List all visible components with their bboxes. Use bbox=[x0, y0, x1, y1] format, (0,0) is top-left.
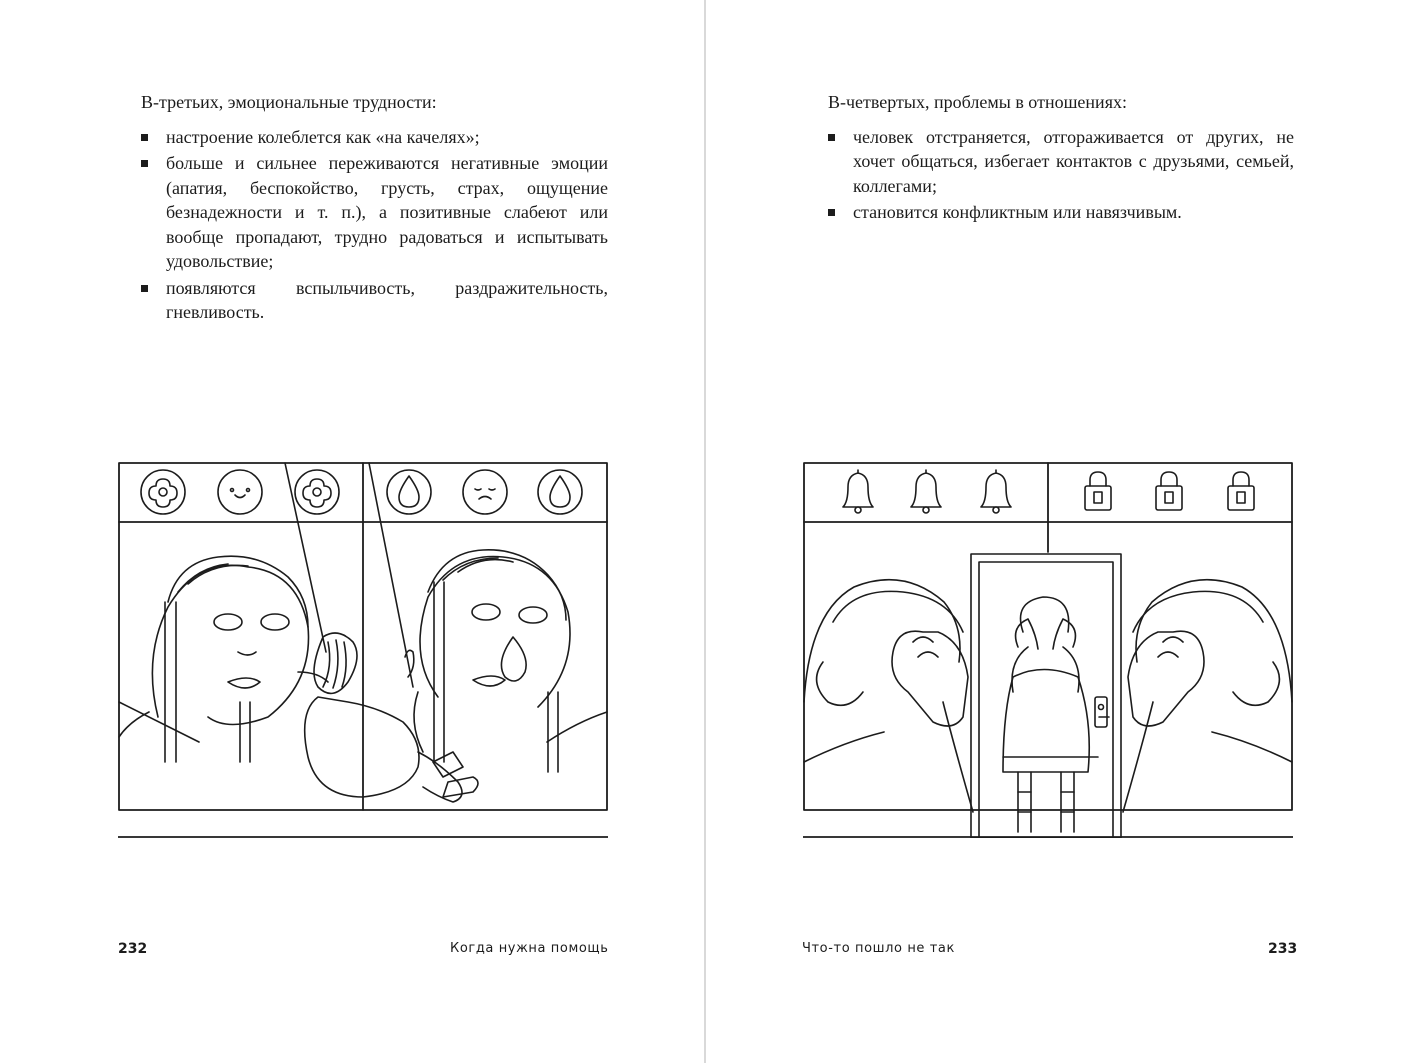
left-smiling-face bbox=[119, 556, 328, 762]
list-item bbox=[141, 125, 608, 150]
left-bullet-list bbox=[141, 125, 608, 325]
list-item-text: человек отстраняется, отгораживается от других, не хочет общаться, избегает контактов с друзьями, семьей, коллегами; bbox=[853, 126, 1294, 196]
left-running-title: Когда нужна помощь bbox=[450, 941, 609, 956]
list-item-text: становится конфликтным или навязчивым. bbox=[853, 202, 1182, 222]
left-text-block bbox=[141, 90, 608, 327]
bullet-square-icon bbox=[828, 134, 835, 141]
lock-icon bbox=[1156, 472, 1182, 510]
drop-icon bbox=[538, 470, 582, 514]
left-page bbox=[0, 0, 704, 1063]
right-bullet-list bbox=[828, 125, 1294, 225]
left-adult-covering-face bbox=[804, 580, 973, 812]
list-item bbox=[141, 151, 608, 274]
right-adult-covering-face bbox=[1123, 580, 1292, 812]
bell-icon bbox=[981, 470, 1011, 513]
swing-emotions-illustration bbox=[118, 462, 608, 838]
drop-icon bbox=[387, 470, 431, 514]
flower-icon bbox=[141, 470, 185, 514]
lock-icon bbox=[1228, 472, 1254, 510]
right-running-title: Что-то пошло не так bbox=[802, 941, 955, 956]
right-heading: В-четвертых, проблемы в отношениях: bbox=[828, 92, 1127, 112]
left-heading: В-третьих, эмоциональные трудности: bbox=[141, 92, 437, 112]
bell-icon bbox=[911, 470, 941, 513]
sad-face-icon bbox=[463, 470, 507, 514]
child-on-swing bbox=[305, 633, 478, 802]
flower-icon bbox=[295, 470, 339, 514]
bullet-square-icon bbox=[828, 209, 835, 216]
bullet-square-icon bbox=[141, 160, 148, 167]
right-crying-face bbox=[414, 550, 607, 772]
list-item bbox=[828, 125, 1294, 199]
list-item-text: настроение колеблется как «на качелях»; bbox=[166, 126, 480, 147]
smile-face-icon bbox=[218, 470, 262, 514]
bell-icon bbox=[843, 470, 873, 513]
left-page-number: 232 bbox=[118, 941, 148, 957]
list-item-text: больше и сильнее переживаются негативные эмоции (апатия, беспокойство, грусть, страх, ощущение безнадежности и т. п.), а позитивные слабеют или вообще пропадают, трудно радоваться и испытывать удовольствие; bbox=[166, 153, 608, 271]
isolation-illustration bbox=[803, 462, 1293, 838]
list-item-text: появляются вспыльчивость, раздражительность, гневливость. bbox=[166, 277, 608, 322]
right-page bbox=[706, 0, 1410, 1063]
lock-icon bbox=[1085, 472, 1111, 510]
right-text-block bbox=[828, 90, 1294, 227]
bullet-square-icon bbox=[141, 134, 148, 141]
bullet-square-icon bbox=[141, 285, 148, 292]
right-page-number: 233 bbox=[1268, 941, 1298, 957]
list-item bbox=[141, 276, 608, 325]
list-item bbox=[828, 200, 1294, 225]
child-covering-face bbox=[1003, 597, 1098, 832]
